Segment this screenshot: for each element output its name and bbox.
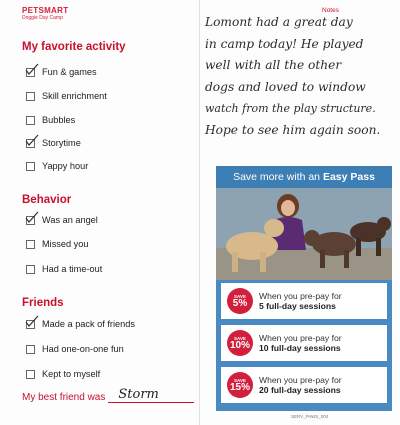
checkbox-item-yappy-hour[interactable] xyxy=(26,160,88,172)
checkbox-label: Kept to myself xyxy=(42,368,101,379)
section-title-behavior: Behavior xyxy=(22,194,72,206)
checkbox-item-one-on-one-fun[interactable] xyxy=(26,343,124,355)
save-badge-label: SAVE xyxy=(234,377,246,383)
checkbox[interactable] xyxy=(26,216,35,225)
offer-line1: When you pre-pay for xyxy=(259,333,342,343)
checkbox[interactable] xyxy=(26,370,35,379)
checkbox-label: Made a pack of friends xyxy=(42,318,135,329)
offer-line2: 5 full-day sessions xyxy=(259,301,336,311)
checkbox-item-fun-games[interactable] xyxy=(26,66,97,78)
brand-subtitle: Doggie Day Camp xyxy=(22,15,63,21)
notes-line: Hope to see him again soon. xyxy=(205,122,381,137)
checkbox[interactable] xyxy=(26,265,35,274)
checkbox-label: Fun & games xyxy=(42,66,97,77)
promo-headline xyxy=(216,166,392,188)
offer-line1: When you pre-pay for xyxy=(259,291,342,301)
checkbox-label: Storytime xyxy=(42,137,81,148)
checkbox-item-had-a-time-out[interactable] xyxy=(26,263,102,275)
offer-10-percent xyxy=(221,325,387,361)
checkbox[interactable] xyxy=(26,116,35,125)
notes-line: in camp today! He played xyxy=(205,36,364,51)
checkmark-icon xyxy=(25,315,39,329)
checkmark-icon xyxy=(25,63,39,77)
offer-text xyxy=(259,375,342,395)
offer-line1: When you pre-pay for xyxy=(259,375,342,385)
checkbox-label: Had a time-out xyxy=(42,263,103,274)
offer-line2: 20 full-day sessions xyxy=(259,385,341,395)
footer-code: SERV_PAWS_004 xyxy=(291,414,329,419)
save-badge-percent: 10% xyxy=(229,339,250,351)
save-badge-label: SAVE xyxy=(234,335,246,341)
section-title-activity: My favorite activity xyxy=(22,41,126,53)
checkbox-item-pack-of-friends[interactable] xyxy=(26,318,135,330)
offer-5-percent xyxy=(221,283,387,319)
offer-text xyxy=(259,291,342,311)
checkbox[interactable] xyxy=(26,139,35,148)
fold-divider xyxy=(199,0,200,425)
best-friend-field[interactable] xyxy=(108,387,194,403)
promo-headline-prefix: Save more with an xyxy=(233,171,323,183)
checkbox[interactable] xyxy=(26,320,35,329)
notes-line: well with all the other xyxy=(205,58,342,72)
save-badge-label: SAVE xyxy=(234,293,246,299)
checkbox[interactable] xyxy=(26,240,35,249)
best-friend-value: Storm xyxy=(118,387,159,402)
promo-headline-bold: Easy Pass xyxy=(322,171,375,183)
save-badge xyxy=(227,288,253,314)
checkbox-item-missed-you[interactable] xyxy=(26,238,88,250)
checkmark-icon xyxy=(25,211,39,225)
save-badge-percent: 15% xyxy=(229,381,250,393)
checkbox[interactable] xyxy=(26,68,35,77)
petsmart-logo: PETSMART xyxy=(22,6,69,15)
section-title-friends: Friends xyxy=(22,297,64,309)
notes-line: dogs and loved to window xyxy=(205,79,366,94)
checkbox-label: Skill enrichment xyxy=(42,90,107,101)
notes-line: Lomont had a great day xyxy=(205,15,353,29)
checkbox-label: Missed you xyxy=(42,238,89,249)
offer-15-percent xyxy=(221,367,387,403)
dogs-photo xyxy=(216,188,392,280)
dogs-photo-illustration xyxy=(216,188,392,280)
checkbox-item-was-an-angel[interactable] xyxy=(26,214,98,226)
checkbox-label: Bubbles xyxy=(42,114,76,125)
save-badge xyxy=(227,330,253,356)
best-friend-label: My best friend was xyxy=(22,392,106,403)
checkbox-item-storytime[interactable] xyxy=(26,137,81,149)
offer-text xyxy=(259,333,342,353)
easy-pass-promo xyxy=(216,166,392,411)
save-badge xyxy=(227,372,253,398)
checkbox-label: Yappy hour xyxy=(42,160,89,171)
handwritten-notes[interactable] xyxy=(205,12,395,141)
checkbox[interactable] xyxy=(26,92,35,101)
checkbox-item-kept-to-myself[interactable] xyxy=(26,368,100,380)
checkbox-label: Was an angel xyxy=(42,214,98,225)
notes-line: watch from the play structure. xyxy=(205,102,376,115)
notes-tag: Notes xyxy=(322,7,339,14)
checkbox-label: Had one-on-one fun xyxy=(42,343,124,354)
checkbox[interactable] xyxy=(26,162,35,171)
save-badge-percent: 5% xyxy=(232,297,248,309)
brand xyxy=(22,6,102,21)
offer-line2: 10 full-day sessions xyxy=(259,343,341,353)
checkmark-icon xyxy=(25,134,39,148)
checkbox[interactable] xyxy=(26,345,35,354)
best-friend-row xyxy=(22,387,194,404)
checkbox-item-bubbles[interactable] xyxy=(26,114,75,126)
checkbox-item-skill-enrichment[interactable] xyxy=(26,90,107,102)
